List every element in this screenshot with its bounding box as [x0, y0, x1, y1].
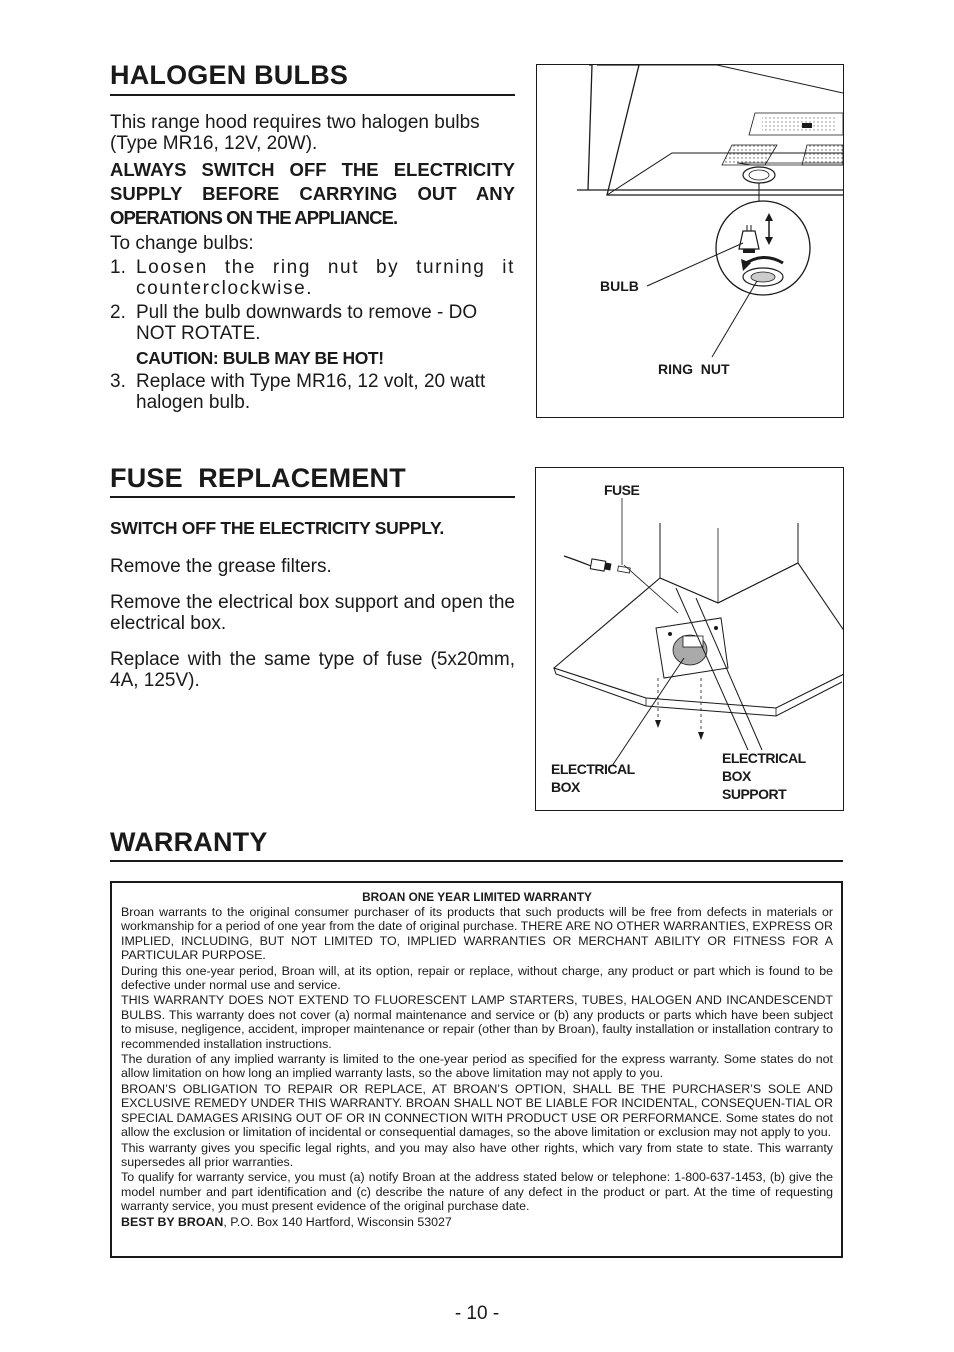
warranty-title: WARRANTY — [110, 827, 268, 857]
steps-list-continued — [110, 371, 515, 413]
fuse-step-2: Remove the electrical box support and open the electrical box. — [110, 592, 515, 634]
warning-line-3: OPERATIONS ON THE APPLIANCE. — [110, 207, 398, 228]
step-number: 3. — [110, 371, 126, 392]
warranty-box — [110, 881, 843, 1258]
address-details: , P.O. Box 140 Hartford, Wisconsin 53027 — [223, 1214, 452, 1229]
step-text: Replace with Type MR16, 12 volt, 20 watt halogen bulb. — [136, 371, 486, 413]
warranty-box-title: BROAN ONE YEAR LIMITED WARRANTY — [362, 890, 592, 904]
support-label-line: SUPPORT — [722, 786, 787, 802]
warranty-paragraph: To qualify for warranty service, you must (a) notify Broan at the address stated below or telephone: 1-800-637-1453, (b) give the model number and part identification and (c) describe the nature of any defect in the product or part. At the time of requesting warranty service, you must present evidence of the original purchase date. — [121, 1170, 833, 1214]
warranty-paragraph: THIS WARRANTY DOES NOT EXTEND TO FLUORESCENT LAMP STARTERS, TUBES, HALOGEN AND INCANDESCENDT BULBS. This warranty does not cover (a) normal maintenance and service or (b) any products or parts which have been subject to misuse, negligence, accident, improper maintenance or repair (other than by Broan), faulty installation or installation contrary to recommended installation instructions. — [121, 993, 833, 1051]
address-company: BEST BY BROAN — [121, 1214, 224, 1229]
fuse-step-3: Replace with the same type of fuse (5x20mm, 4A, 125V). — [110, 649, 515, 691]
support-label-line: BOX — [722, 768, 751, 784]
warranty-title-rule — [110, 860, 843, 862]
electrical-box-label-line: BOX — [551, 779, 580, 795]
page-number: - 10 - — [454, 1303, 500, 1324]
support-label-line: ELECTRICAL — [722, 750, 806, 766]
fuse-text — [110, 516, 515, 691]
warranty-paragraph: During this one-year period, Broan will, at its option, repair or replace, without charge, any product or part which is found to be defective under normal use and service. — [121, 963, 833, 993]
fuse-figure — [535, 467, 844, 811]
warranty-address — [121, 1215, 833, 1229]
fuse-title-rule — [110, 496, 515, 498]
warning-line-2: SUPPLY BEFORE CARRYING OUT ANY — [110, 183, 515, 204]
step-text: Pull the bulb downwards to remove - DO NOT ROTATE. — [136, 302, 478, 344]
bulb-label: BULB — [600, 278, 639, 294]
electrical-box-label-line: ELECTRICAL — [551, 761, 635, 777]
electrical-box-support-label — [722, 749, 806, 803]
halogen-text — [110, 112, 515, 413]
fuse-step-1: Remove the grease filters. — [110, 556, 332, 577]
warranty-paragraph: BROAN’S OBLIGATION TO REPAIR OR REPLACE, AT BROAN’S OPTION, SHALL BE THE PURCHASER’S SOLE AND EXCLUSIVE REMEDY UNDER THIS WARRANTY. BROAN SHALL NOT BE LIABLE FOR INCIDENTAL, CONSEQUEN-TIAL OR SPECIAL DAMAGES ARISING OUT OF OR IN CONNECTION WITH PRODUCT USE OR PERFORMANCE. Some states do not allow the exclusion or limitation of incidental or consequential damages, so the above limitation or exclusion may not apply to you. — [121, 1081, 833, 1140]
halogen-title-rule — [110, 94, 515, 96]
fuse-switch-off: SWITCH OFF THE ELECTRICITY SUPPLY. — [110, 518, 444, 538]
warranty-paragraph: Broan warrants to the original consumer purchaser of its products that such products will be free from defects in materials or workmanship for a period of one year from the date of original purchase. THERE ARE NO OTHER WARRANTIES, EXPRESS OR IMPLIED, INCLUDING, BUT NOT LIMITED TO, IMPLIED WARRANTIES OR MERCHANT ABILITY OR FITNESS FOR A PARTICULAR PURPOSE. — [121, 905, 833, 963]
caution-text: CAUTION: BULB MAY BE HOT! — [136, 348, 384, 368]
halogen-title: HALOGEN BULBS — [110, 60, 349, 90]
step-number: 1. — [110, 257, 126, 278]
warranty-paragraph: This warranty gives you specific legal rights, and you may also have other rights, which vary from state to state. This warranty supersedes all prior warranties. — [121, 1140, 833, 1169]
steps-intro: To change bulbs: — [110, 233, 254, 254]
fuse-title: FUSE REPLACEMENT — [110, 463, 406, 493]
step-number: 2. — [110, 302, 126, 323]
step-2 — [110, 302, 515, 344]
warning-line-1: ALWAYS SWITCH OFF THE ELECTRICITY — [110, 159, 515, 180]
step-1 — [110, 257, 515, 299]
halogen-intro: This range hood requires two halogen bulbs (Type MR16, 12V, 20W). — [110, 112, 480, 154]
electrical-box-label — [551, 760, 635, 796]
steps-list — [110, 257, 515, 344]
halogen-warning — [110, 158, 515, 230]
warranty-paragraph: The duration of any implied warranty is limited to the one-year period as specified for the express warranty. Some states do not allow limitation on how long an implied warranty lasts, so the above limitation may not apply to you. — [121, 1052, 833, 1081]
step-3 — [110, 371, 515, 413]
halogen-figure — [536, 64, 844, 418]
ring-nut-label: RING NUT — [658, 361, 730, 377]
fuse-label: FUSE — [604, 482, 640, 498]
step-text: Loosen the ring nut by turning it counterclockwise. — [136, 257, 515, 299]
